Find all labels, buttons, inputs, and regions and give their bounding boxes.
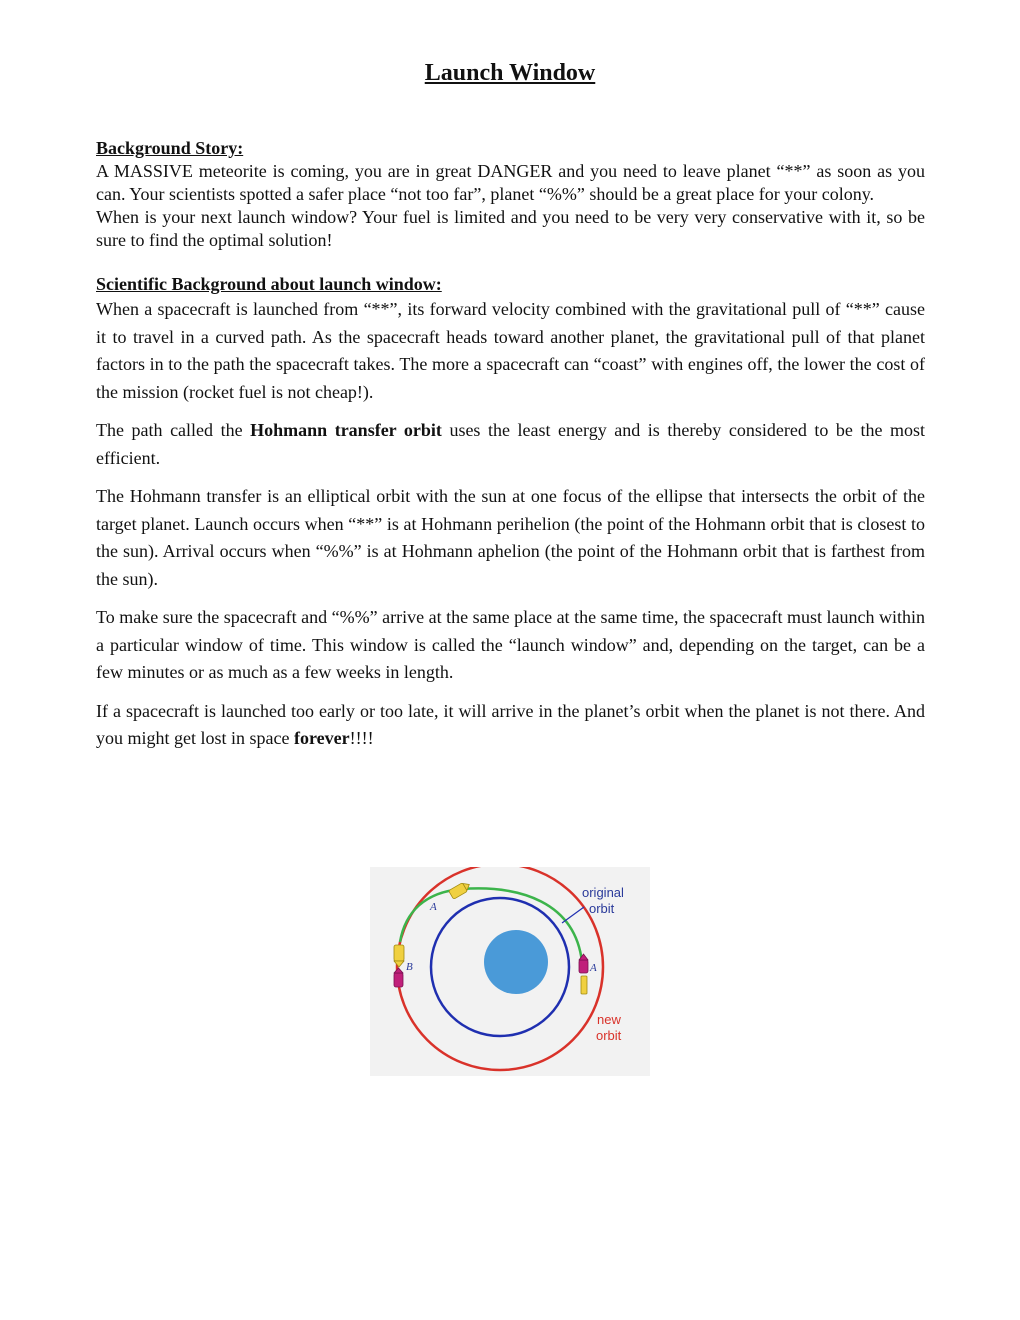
marker-b: B bbox=[406, 961, 413, 973]
hohmann-diagram-svg bbox=[370, 867, 650, 1076]
scientific-paragraph-5 bbox=[96, 698, 925, 753]
hohmann-transfer-orbit-term: Hohmann transfer orbit bbox=[250, 420, 442, 440]
planet-icon bbox=[484, 930, 548, 994]
scientific-background-heading: Scientific Background about launch window: bbox=[96, 274, 442, 294]
new-orbit-label-line2: orbit bbox=[596, 1028, 622, 1043]
page-title: Launch Window bbox=[424, 60, 596, 86]
spacecraft-launch-icon bbox=[579, 954, 588, 994]
scientific-paragraph-4: To make sure the spacecraft and “%%” arrive at the same place at the same time, the spacecraft must launch within a particular window of time. This window is called the “launch window” and, depending on the target, can be a few minutes or as much as a few weeks in length. bbox=[96, 607, 925, 682]
marker-a-top: A bbox=[430, 901, 437, 913]
original-orbit-pointer bbox=[562, 907, 584, 923]
original-orbit-label-line1: original bbox=[582, 885, 624, 900]
p5-text-before: If a spacecraft is launched too early or too late, it will arrive in the planet’s orbit when the planet is not there. And you might get lost in space bbox=[96, 700, 925, 748]
spacecraft-arrival-icon bbox=[394, 945, 404, 987]
background-story-heading: Background Story: bbox=[96, 138, 244, 158]
scientific-paragraph-1: When a spacecraft is launched from “**”, its forward velocity combined with the gravitational pull of “**” cause it to travel in a curved path. As the spacecraft heads toward another planet, the gravitational pull of that planet factors in to the path the spacecraft takes. The more a spacecraft can “coast” with engines off, the lower the cost of the mission (rocket fuel is not cheap!). bbox=[96, 299, 925, 402]
p2-text-after: uses the least energy and is thereby considered to be the most efficient. bbox=[96, 420, 925, 468]
original-orbit-label-line2: orbit bbox=[589, 901, 615, 916]
scientific-paragraph-3: The Hohmann transfer is an elliptical orbit with the sun at one focus of the ellipse that intersects the orbit of the target planet. Launch occurs when “**” is at Hohmann perihelion (the point of the Hohmann orbit that is closest to the sun). Arrival occurs when “%%” is at Hohmann aphelion (the point of the Hohmann orbit that is farthest from the sun). bbox=[96, 486, 925, 589]
scientific-paragraph-2 bbox=[96, 417, 925, 472]
p5-text-after: !!!! bbox=[349, 728, 374, 748]
p2-text-before: The path called the bbox=[96, 420, 251, 440]
background-paragraph-1: A MASSIVE meteorite is coming, you are in great DANGER and you need to leave planet “**” as soon as you can. Your scientists spotted a safer place “not too far”, planet “%%” should be a great place for your colony. bbox=[96, 161, 925, 204]
marker-a-right: A bbox=[590, 962, 597, 974]
forever-emphasis: forever bbox=[293, 728, 350, 748]
new-orbit-label-line1: new bbox=[597, 1012, 621, 1027]
hohmann-transfer-diagram bbox=[370, 867, 650, 1076]
background-paragraph-2: When is your next launch window? Your fuel is limited and you need to be very very conservative with it, so be sure to find the optimal solution! bbox=[96, 207, 925, 250]
document-body bbox=[96, 137, 925, 764]
section-spacer bbox=[96, 252, 925, 273]
